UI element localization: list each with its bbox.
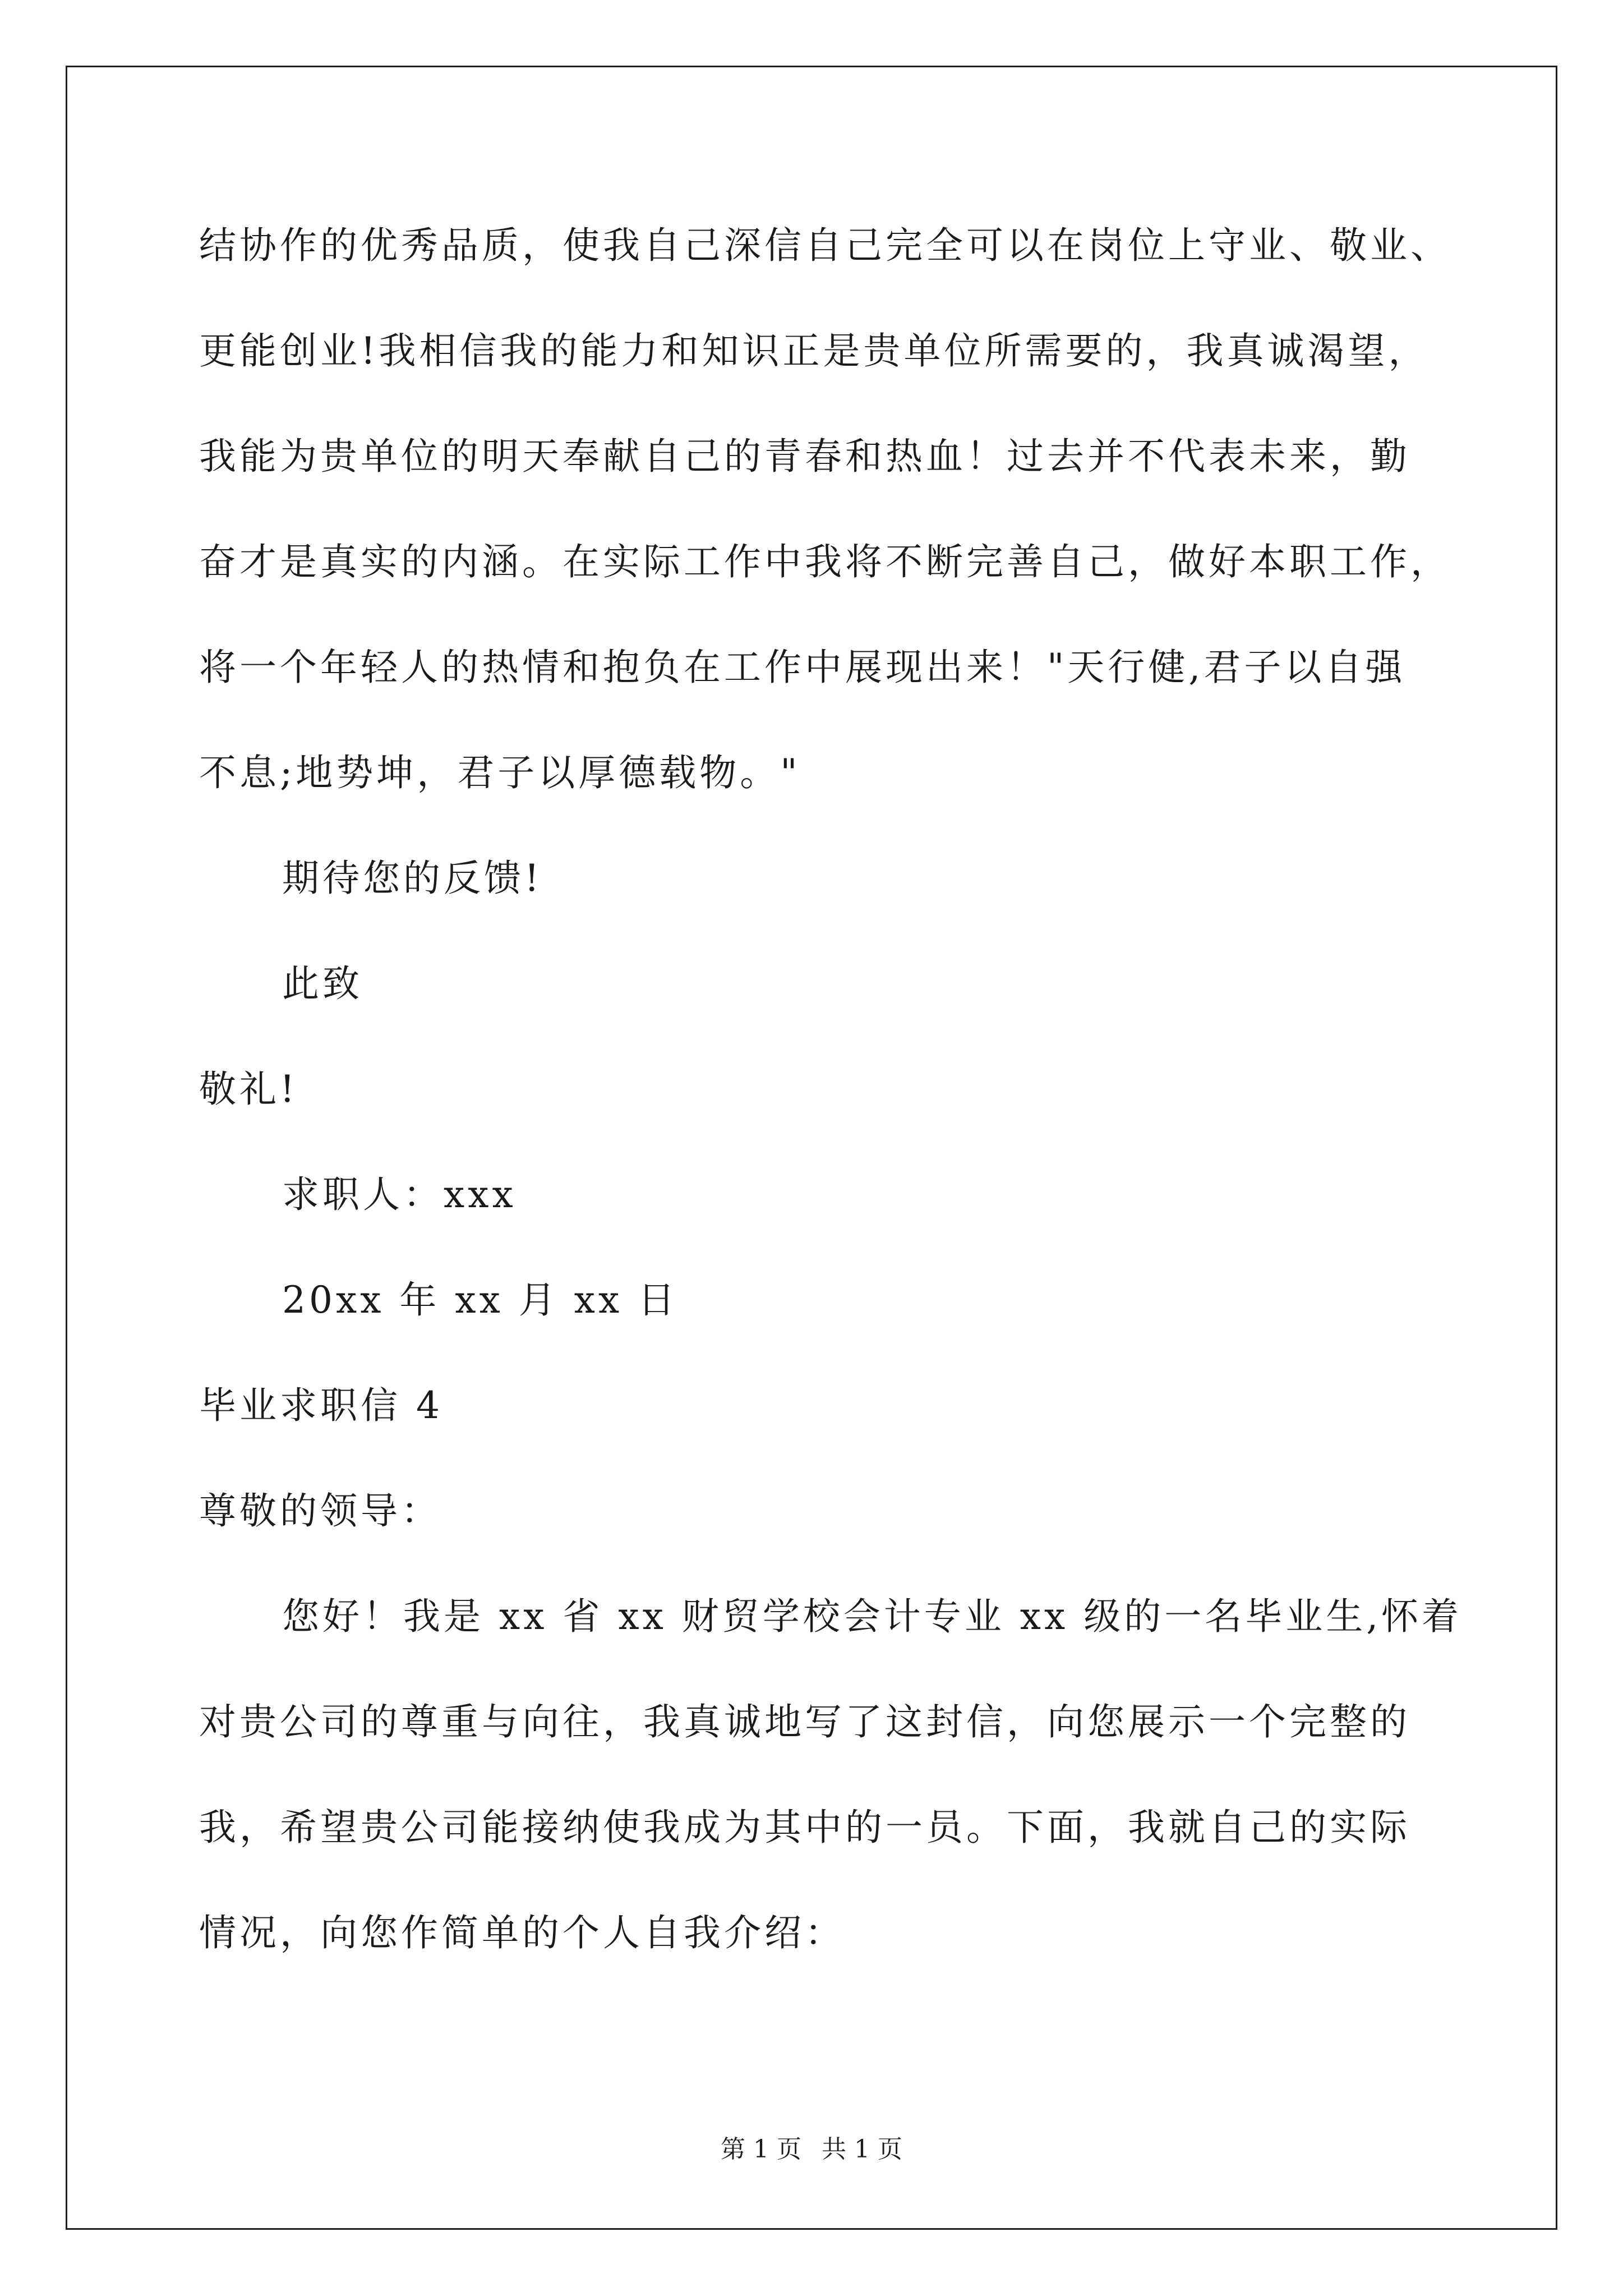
- paragraph-line: 情况，向您作简单的个人自我介绍：: [199, 1911, 845, 1954]
- paragraph-line: 结协作的优秀品质，使我自己深信自己完全可以在岗位上守业、敬业、: [199, 224, 1451, 267]
- closing-line: 期待您的反馈!: [282, 857, 543, 900]
- paragraph-line: 奋才是真实的内涵。在实际工作中我将不断完善自己，做好本职工作，: [199, 540, 1451, 583]
- signature-line: 求职人：xxx: [282, 1173, 517, 1216]
- page-total: 共 1 页: [822, 2135, 902, 2164]
- section-title: 毕业求职信 4: [199, 1384, 443, 1427]
- salutation-line: 此致: [282, 962, 363, 1005]
- date-line: 20xx 年 xx 月 xx 日: [282, 1278, 679, 1322]
- greeting-line: 尊敬的领导：: [199, 1489, 441, 1533]
- page-number: 第 1 页: [721, 2135, 801, 2164]
- paragraph-line: 我，希望贵公司能接纳使我成为其中的一员。下面，我就自己的实际: [199, 1806, 1410, 1849]
- paragraph-line: 我能为贵单位的明天奉献自己的青春和热血！过去并不代表未来，勤: [199, 435, 1410, 478]
- paragraph-line: 您好！我是 xx 省 xx 财贸学校会计专业 xx 级的一名毕业生,怀着: [282, 1595, 1463, 1638]
- page-border: [66, 66, 1557, 2230]
- paragraph-line: 更能创业!我相信我的能力和知识正是贵单位所需要的，我真诚渴望，: [199, 329, 1429, 372]
- paragraph-line: 将一个年轻人的热情和抱负在工作中展现出来！"天行健,君子以自强: [199, 646, 1406, 689]
- salutation-line: 敬礼!: [199, 1068, 298, 1111]
- paragraph-line: 对贵公司的尊重与向往，我真诚地写了这封信，向您展示一个完整的: [199, 1700, 1410, 1743]
- page-footer: [0, 2137, 1623, 2162]
- paragraph-line: 不息;地势坤，君子以厚德载物。": [199, 751, 801, 794]
